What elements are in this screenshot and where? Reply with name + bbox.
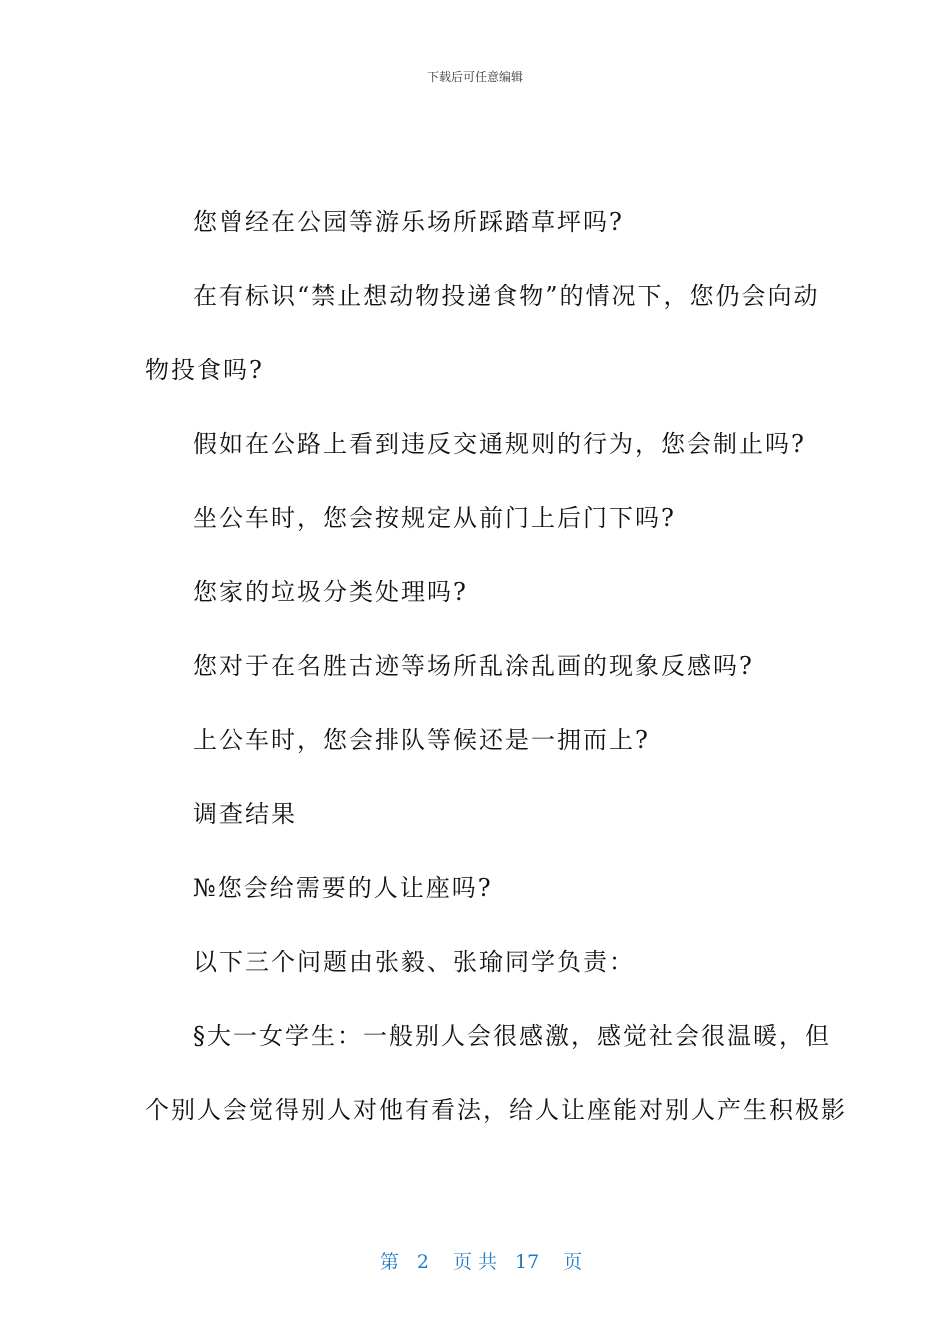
paragraph-line: 您对于在名胜古迹等场所乱涂乱画的现象反感吗? xyxy=(193,652,754,680)
page-header: 下载后可任意编辑 xyxy=(426,70,523,84)
footer-current-page: 2 xyxy=(416,1251,429,1273)
paragraph-line: 假如在公路上看到违反交通规则的行为，您会制止吗? xyxy=(193,430,806,458)
paragraph-line: 坐公车时，您会按规定从前门上后门下吗? xyxy=(193,504,676,532)
section-heading: 调查结果 xyxy=(193,800,297,828)
footer-middle: 页 共 xyxy=(452,1251,498,1273)
paragraph-line: 您家的垃圾分类处理吗? xyxy=(193,578,468,606)
document-body xyxy=(145,197,847,1159)
paragraph-line: §大一女学生：一般别人会很感激，感觉社会很温暖，但 xyxy=(193,1022,831,1050)
paragraph-line: 上公车时，您会排队等候还是一拥而上? xyxy=(193,726,650,754)
paragraph-line: 您曾经在公园等游乐场所踩踏草坪吗? xyxy=(193,208,624,236)
paragraph-line: №您会给需要的人让座吗? xyxy=(193,874,493,902)
footer-suffix: 页 xyxy=(563,1251,583,1273)
page-footer xyxy=(0,1225,950,1274)
paragraph-line: 以下三个问题由张毅、张瑜同学负责： xyxy=(193,948,635,976)
paragraph-line: 个别人会觉得别人对他有看法，给人让座能对别人产生积极影 xyxy=(145,1096,847,1124)
paragraph-line: 在有标识“禁止想动物投递食物”的情况下，您仍会向动 xyxy=(193,282,820,310)
footer-total-pages: 17 xyxy=(515,1251,540,1273)
footer-prefix: 第 xyxy=(379,1251,399,1273)
paragraph-line: 物投食吗? xyxy=(145,356,264,384)
